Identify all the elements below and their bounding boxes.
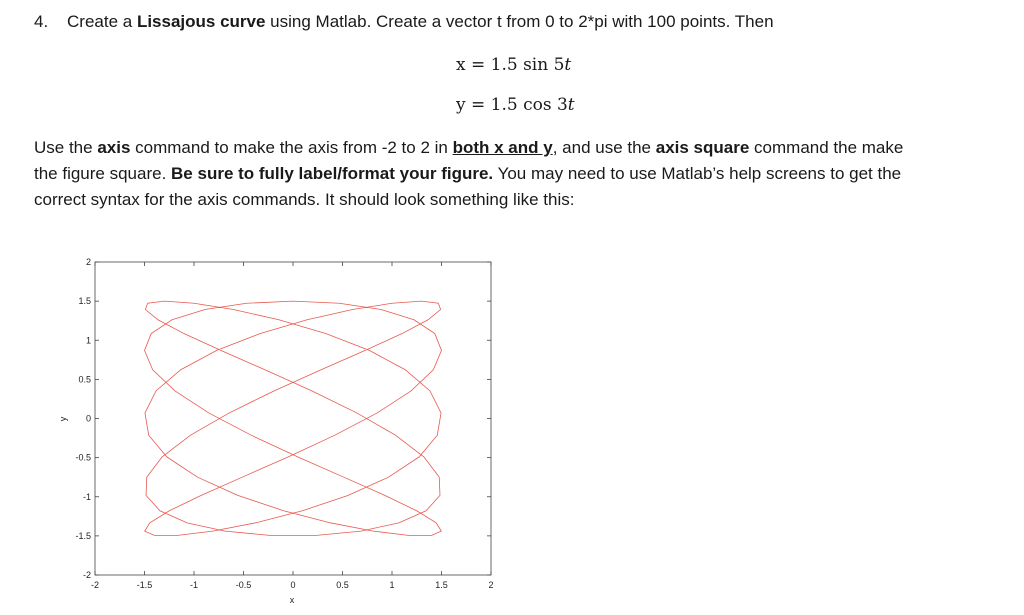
text-label-format-bold: Be sure to fully label/format your figure.	[171, 164, 494, 183]
text-run: Use the	[34, 138, 98, 157]
equation-x-lhs: x = 1.5 sin 5	[456, 55, 565, 75]
question-number: 4.	[34, 12, 49, 31]
y-axis-label: y	[58, 416, 68, 422]
question-intro-after: using Matlab. Create a vector t from 0 to 2*pi with 100 points. Then	[265, 12, 774, 31]
text-run: , and use the	[552, 138, 656, 157]
equation-y-lhs: y = 1.5 cos 3	[456, 95, 568, 115]
text-run: command the make	[749, 138, 904, 157]
text-axis-bold: axis	[97, 138, 131, 157]
question-intro-bold: Lissajous curve	[136, 12, 266, 31]
y-tick-labels	[75, 257, 91, 580]
x-tick-label: -2	[90, 580, 100, 590]
x-tick-label: -1.5	[136, 580, 153, 590]
x-tick-label: 1	[389, 580, 395, 590]
y-tick-label: -2	[82, 570, 91, 580]
text-axis-square-bold: axis square	[655, 138, 750, 157]
axes-box	[95, 262, 491, 575]
x-tick-label: -0.5	[235, 580, 252, 590]
y-tick-label: -1.5	[75, 530, 91, 541]
y-tick-label: 0.5	[78, 374, 91, 385]
x-tick-label: 0.5	[336, 580, 349, 590]
y-tick-label: 2	[85, 257, 91, 267]
y-tick-label: 0	[85, 413, 91, 424]
equation-x-var: t	[564, 55, 572, 75]
equation-y-var: t	[567, 95, 575, 115]
text-run: command to make the axis from -2 to 2 in	[130, 138, 453, 157]
tick-marks	[95, 262, 491, 575]
text-run: the figure square.	[34, 164, 172, 183]
text-run: You may need to use Matlab’s help screens to get the	[493, 164, 902, 183]
y-tick-label: 1.5	[78, 296, 91, 307]
x-tick-labels	[91, 580, 494, 590]
question-intro-before: Create a	[67, 12, 137, 31]
y-tick-label: -0.5	[75, 452, 91, 463]
text-both-xy-bold-underline: both x and y	[452, 138, 553, 157]
y-tick-label: -1	[82, 491, 91, 502]
x-tick-label: 2	[488, 580, 494, 590]
x-tick-label: 1.5	[435, 580, 448, 590]
x-tick-label: 0	[290, 580, 296, 590]
x-axis-label: x	[289, 595, 295, 605]
x-tick-label: -1	[189, 580, 199, 590]
y-tick-label: 1	[85, 335, 91, 346]
instructions-line-3: correct syntax for the axis commands. It should look something like this:	[34, 190, 575, 209]
lissajous-curve-line	[145, 301, 442, 535]
